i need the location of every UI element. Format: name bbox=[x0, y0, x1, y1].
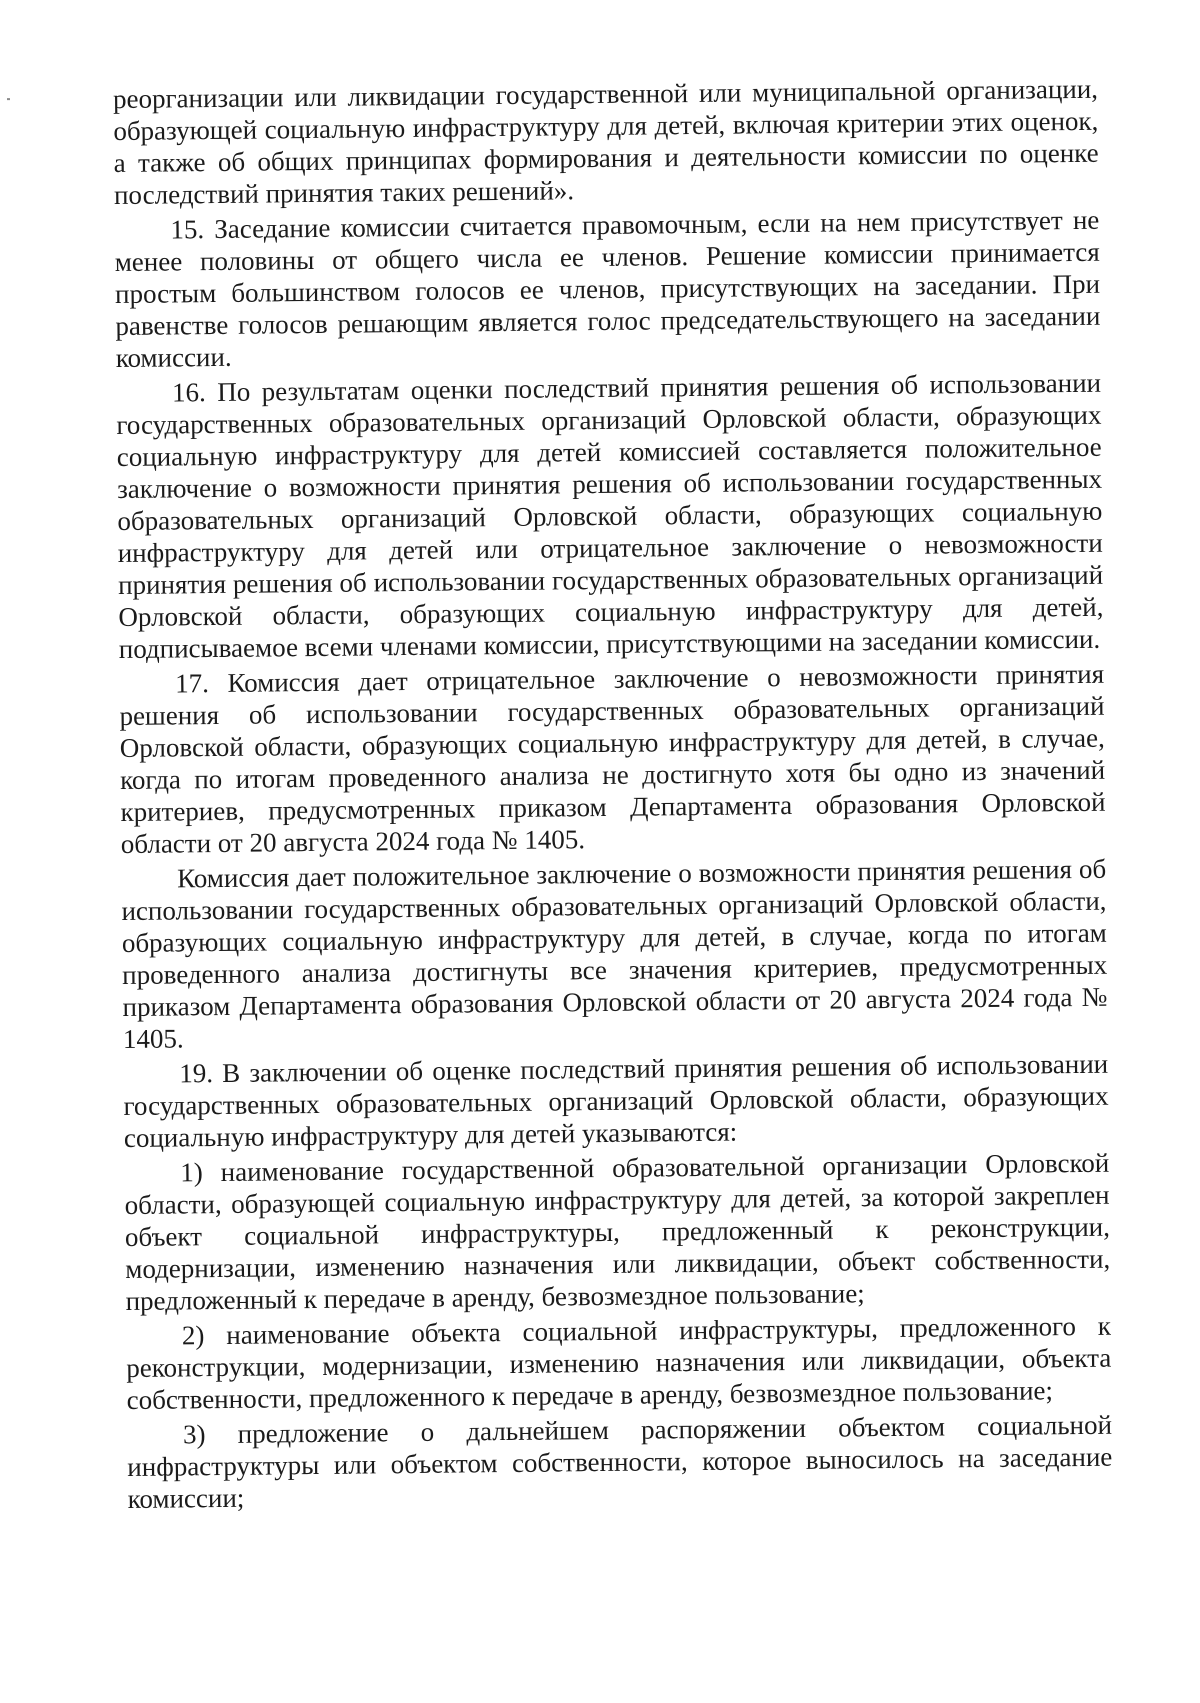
paragraph-item-17: 17. Комиссия дает отрицательное заключение о невозможности принятия решения об использовании государственных образовательных организаций Орловской области, образующих социальную инфраструктуру для детей, в случае, когда по итогам проведенного анализа не достигнуто хотя бы одно из значений критериев, предусмотренных приказом Департамента образования Орловской области от 20 августа 2024 года № 1405. bbox=[119, 658, 1106, 860]
scan-artifact bbox=[7, 98, 10, 100]
paragraph-subitem-19-1: 1) наименование государственной образовательной организации Орловской области, образующей социальную инфраструктуру для детей, за которой закреплен объект социальной инфраструктуры, предложенный к реконструкции, модернизации, изменению назначения или ликвидации, объект собственности, предложенный к передаче в аренду, безвозмездное пользование; bbox=[124, 1147, 1111, 1316]
paragraph-subitem-19-2: 2) наименование объекта социальной инфраструктуры, предложенного к реконструкции, модернизации, изменению назначения или ликвидации, объекта собственности, предложенного к передаче в аренду, безвозмездное пользование; bbox=[126, 1310, 1112, 1415]
paragraph-continuation: реорганизации или ликвидации государственной или муниципальной организации, образующей социальную инфраструктуру для детей, включая критерии этих оценок, а также об общих принципах формирования и деятельности комиссии по оценке последствий принятия таких решений». bbox=[112, 73, 1099, 211]
paragraph-subitem-19-3: 3) предложение о дальнейшем распоряжении объектом социальной инфраструктуры или объектом собственности, которое выносилось на заседание комиссии; bbox=[127, 1409, 1113, 1514]
paragraph-item-16: 16. По результатам оценки последствий принятия решения об использовании государственных образовательных организаций Орловской области, образующих социальную инфраструктуру для детей комиссией составляется положительное заключение о возможности принятия решения об использовании государственных образовательных организаций Орловской области, образующих социальную инфраструктуру для детей или отрицательное заключение о невозможности принятия решения об использовании государственных образовательных организаций Орловской области, образующих социальную инфраструктуру для детей, подписываемое всеми членами комиссии, присутствующими на заседании комиссии. bbox=[116, 367, 1104, 665]
paragraph-item-19: 19. В заключении об оценке последствий принятия решения об использовании государственных образовательных организаций Орловской области, образующих социальную инфраструктуру для детей указываются: bbox=[123, 1048, 1109, 1154]
document-body bbox=[113, 73, 1113, 1518]
paragraph-item-17-positive: Комиссия дает положительное заключение о возможности принятия решения об использовании государственных образовательных организаций Орловской области, образующих социальную инфраструктуру для детей, в случае, когда по итогам проведенного анализа достигнуты все значения критериев, предусмотренных приказом Департамента образования Орловской области от 20 августа 2024 года № 1405. bbox=[121, 853, 1108, 1055]
paragraph-item-15: 15. Заседание комиссии считается правомочным, если на нем присутствует не менее половины от общего числа ее членов. Решение комиссии принимается простым большинством голосов ее членов, присутствующих на заседании. При равенстве голосов решающим является голос председательствующего на заседании комиссии. bbox=[114, 204, 1101, 374]
